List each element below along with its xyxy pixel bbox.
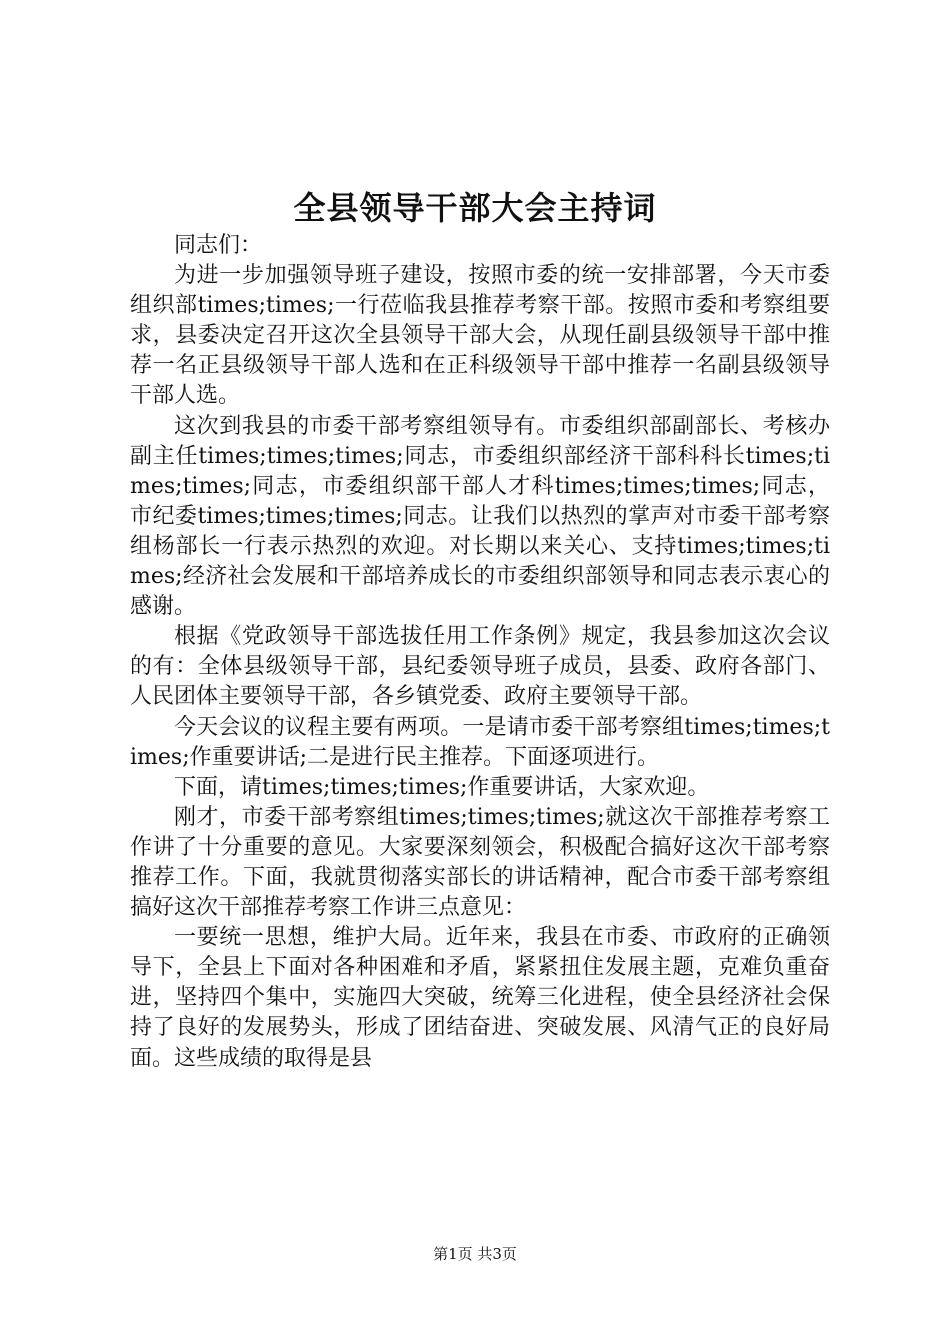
paragraph-salutation: 同志们： bbox=[174, 233, 263, 258]
paragraph: 今天会议的议程主要有两项。一是请市委干部考察组times;times;times;作重要讲话;二是进行民主推荐。下面逐项进行。 bbox=[130, 714, 830, 770]
paragraph: 一要统一思想，维护大局。近年来，我县在市委、市政府的正确领导下，全县上下面对各种困难和矛盾，紧紧扭住发展主题，克难负重奋进，坚持四个集中，实施四大突破，统筹三化进程，使全县经济社会保持了良好的发展势头，形成了团结奋进、突破发展、风清气正的良好局面。这些成绩的取得是县 bbox=[130, 925, 830, 1071]
paragraph: 为进一步加强领导班子建设，按照市委的统一安排部署，今天市委组织部times;times;一行莅临我县推荐考察干部。按照市委和考察组要求，县委决定召开这次全县领导干部大会，从现任副县级领导干部中推荐一名正县级领导干部人选和在正科级领导干部中推荐一名副县级领导干部人选。 bbox=[130, 263, 830, 409]
paragraph: 根据《党政领导干部选拔任用工作条例》规定，我县参加这次会议的有：全体县级领导干部，县纪委领导班子成员，县委、政府各部门、人民团体主要领导干部，各乡镇党委、政府主要领导干部。 bbox=[130, 624, 830, 710]
page-number-footer: 第1页 共3页 bbox=[433, 1245, 517, 1263]
document-body bbox=[130, 231, 830, 1074]
document-title: 全县领导干部大会主持词 bbox=[293, 189, 657, 227]
paragraph: 下面，请times;times;times;作重要讲话，大家欢迎。 bbox=[174, 774, 710, 800]
paragraph: 这次到我县的市委干部考察组领导有。市委组织部副部长、考核办副主任times;times;times;同志，市委组织部经济干部科科长times;times;times;同志，市委组织部干部人才科times;times;times;同志，市纪委times;times;times;同志。让我们以热烈的掌声对市委干部考察组杨部长一行表示热烈的欢迎。对长期以来关心、支持times;times;times;经济社会发展和干部培养成长的市委组织部领导和同志表示衷心的感谢。 bbox=[130, 413, 830, 620]
paragraph: 刚才，市委干部考察组times;times;times;就这次干部推荐考察工作讲了十分重要的意见。大家要深刻领会，积极配合搞好这次干部考察推荐工作。下面，我就贯彻落实部长的讲话精神，配合市委干部考察组搞好这次干部推荐考察工作讲三点意见： bbox=[130, 804, 830, 921]
